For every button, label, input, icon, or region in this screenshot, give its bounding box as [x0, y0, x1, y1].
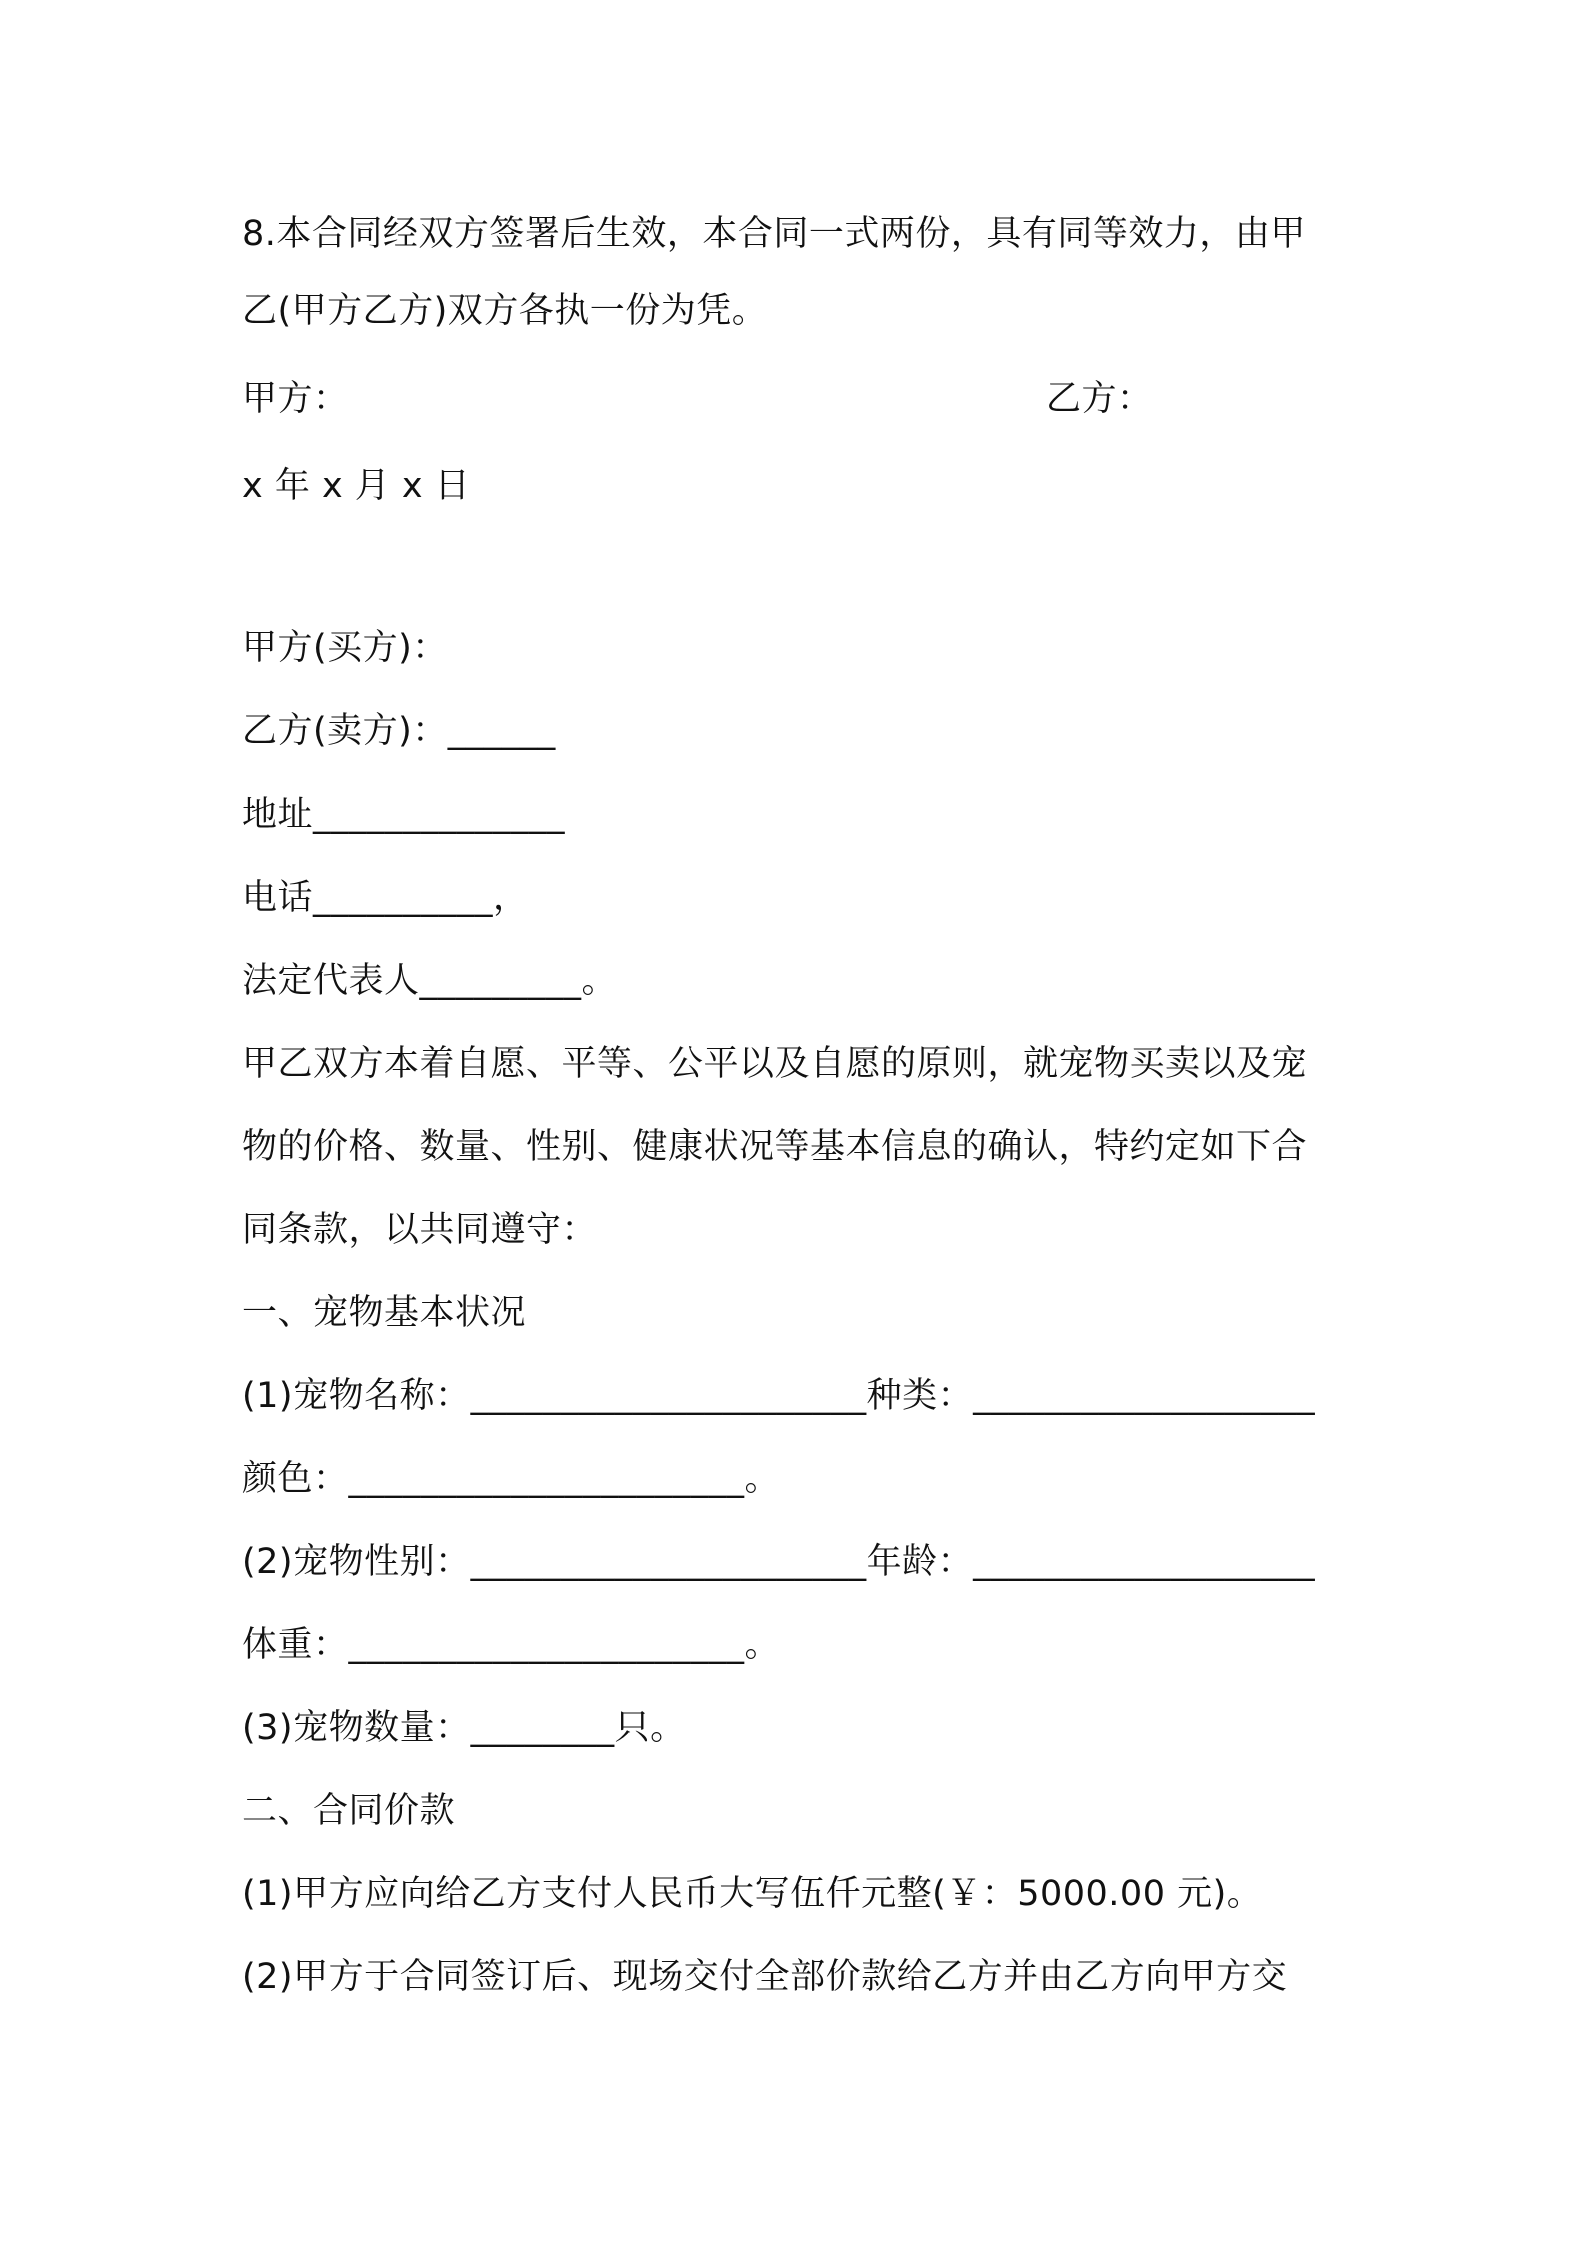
- signature-row: [242, 377, 1153, 421]
- pet-weight-field: 体重：______________________。: [242, 1625, 781, 1665]
- preamble-line-2: 物的价格、数量、性别、健康状况等基本信息的确认，特约定如下合: [242, 1127, 1308, 1167]
- pet-color-field: 颜色：______________________。: [242, 1459, 781, 1499]
- pet-quantity-field: (3)宠物数量：________只。: [242, 1708, 686, 1748]
- party-a-buyer: 甲方(买方)：: [242, 628, 448, 668]
- section-heading-pet-status: 一、宠物基本状况: [242, 1293, 527, 1333]
- preamble-line-1: 甲乙双方本着自愿、平等、公平以及自愿的原则，就宠物买卖以及宠: [242, 1044, 1308, 1084]
- pet-sex-age-field: (2)宠物性别：______________________年龄：___________________: [242, 1542, 1316, 1582]
- signature-date: x 年 x 月 x 日: [242, 466, 471, 506]
- clause-8-line-2: 乙(甲方乙方)双方各执一份为凭。: [242, 291, 768, 331]
- price-clause-2: (2)甲方于合同签订后、现场交付全部价款给乙方并由乙方向甲方交: [242, 1957, 1288, 1997]
- clause-8-line-1: 8.本合同经双方签署后生效，本合同一式两份，具有同等效力，由甲: [242, 214, 1306, 254]
- pet-name-kind-field: (1)宠物名称：______________________种类：___________________: [242, 1376, 1316, 1416]
- party-a-signature-label: 甲方：: [242, 379, 349, 419]
- preamble-line-3: 同条款，以共同遵守：: [242, 1210, 598, 1250]
- price-clause-1: (1)甲方应向给乙方支付人民币大写伍仟元整(￥：5000.00 元)。: [242, 1874, 1263, 1914]
- section-heading-contract-price: 二、合同价款: [242, 1791, 456, 1831]
- legal-representative-field: 法定代表人_________。: [242, 961, 618, 1001]
- phone-field: 电话__________，: [242, 878, 529, 918]
- address-field: 地址______________: [242, 795, 566, 835]
- party-b-signature-label: 乙方：: [1046, 379, 1153, 419]
- party-b-seller: 乙方(卖方)：______: [242, 711, 556, 751]
